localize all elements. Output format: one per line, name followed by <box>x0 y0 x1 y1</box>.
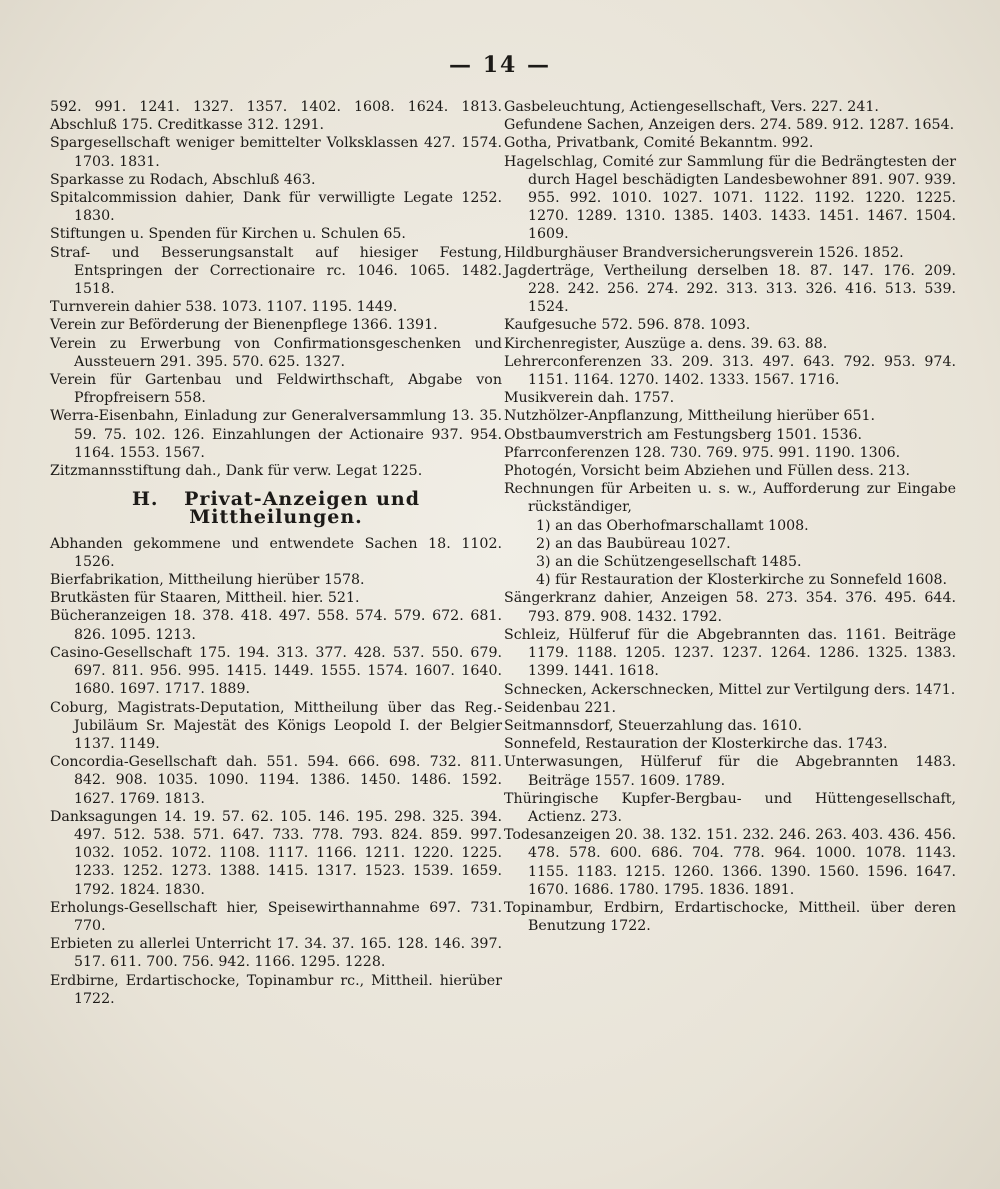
right-column <box>504 98 956 935</box>
index-entry: Bierfabrikation, Mittheilung hierüber 1578. <box>50 572 365 589</box>
index-entry: Sonnefeld, Restauration der Klosterkirche das. 1743. <box>504 736 888 753</box>
index-entry: Hagelschlag, Comité zur Sammlung für die Bedrängtesten der durch Hagel beschädigten Landesbewohner 891. 907. 939. 955. 992. 1010. 1027. 1071. 1122. 1192. 1220. 1225. 1270. 1289. 1310. 1385. 1403. 1433. 1451. 1467. 1504. 1609. <box>504 153 956 243</box>
index-entry: Coburg, Magistrats-Deputation, Mittheilung über das Reg.-Jubiläum Sr. Majestät des Königs Leopold I. der Belgier 1137. 1149. <box>50 699 502 752</box>
index-entry: Kirchenregister, Auszüge a. dens. 39. 63. 88. <box>504 335 828 352</box>
index-entry: Gasbeleuchtung, Actiengesellschaft, Vers. 227. 241. <box>504 99 879 115</box>
index-entry: Turnverein dahier 538. 1073. 1107. 1195. 1449. <box>50 299 398 316</box>
index-entry: Sängerkranz dahier, Anzeigen 58. 273. 354. 376. 495. 644. 793. 879. 908. 1432. 1792. <box>504 590 956 625</box>
index-entry: Erbieten zu allerlei Unterricht 17. 34. 37. 165. 128. 146. 397. 517. 611. 700. 756. 942. 1166. 1295. 1228. <box>50 936 502 971</box>
index-entry: Erdbirne, Erdartischocke, Topinambur rc., Mittheil. hierüber 1722. <box>50 972 502 1007</box>
index-entry: Gefundene Sachen, Anzeigen ders. 274. 589. 912. 1287. 1654. <box>504 117 955 134</box>
index-entry: Verein zu Erwerbung von Confirmationsgeschenken und Aussteuern 291. 395. 570. 625. 1327. <box>50 335 502 370</box>
left-entries-before <box>50 98 502 480</box>
index-entry: Bücheranzeigen 18. 378. 418. 497. 558. 574. 579. 672. 681. 826. 1095. 1213. <box>50 608 502 643</box>
right-entries <box>504 98 956 935</box>
index-entry: Gotha, Privatbank, Comité Bekanntm. 992. <box>504 135 814 152</box>
index-entry: Lehrerconferenzen 33. 209. 313. 497. 643. 792. 953. 974. 1151. 1164. 1270. 1402. 1333. 1567. 1716. <box>504 353 956 389</box>
index-entry: Schleiz, Hülferuf für die Abgebrannten das. 1161. Beiträge 1179. 1188. 1205. 1237. 1237. 1264. 1286. 1325. 1383. 1399. 1441. 1618. <box>504 626 956 680</box>
index-entry: Hildburghäuser Brandversicherungsverein 1526. 1852. <box>504 244 904 261</box>
left-entries-after <box>50 535 502 1008</box>
index-entry: Spitalcommission dahier, Dank für verwilligte Legate 1252. 1830. <box>50 190 502 225</box>
index-entry: Werra-Eisenbahn, Einladung zur Generalversammlung 13. 35. 59. 75. 102. 126. Einzahlungen der Actionaire 937. 954. 1164. 1553. 1567. <box>50 408 502 461</box>
index-entry: Straf- und Besserungsanstalt auf hiesiger Festung, Entspringen der Correctionaire rc. 1046. 1065. 1482. 1518. <box>50 244 502 298</box>
index-entry: 592. 991. 1241. 1327. 1357. 1402. 1608. 1624. 1813. Abschluß 175. Creditkasse 312. 1291. <box>50 99 502 134</box>
section-heading <box>50 488 502 529</box>
index-entry: Pfarrconferenzen 128. 730. 769. 975. 991. 1190. 1306. <box>504 444 901 461</box>
index-entry: Seitmannsdorf, Steuerzahlung das. 1610. <box>504 717 803 734</box>
index-entry: 4) für Restauration der Klosterkirche zu Sonnefeld 1608. <box>536 572 948 589</box>
index-entry: Brutkästen für Staaren, Mittheil. hier. 521. <box>50 590 360 607</box>
index-entry: Concordia-Gesellschaft dah. 551. 594. 666. 698. 732. 811. 842. 908. 1035. 1090. 1194. 1386. 1450. 1486. 1592. 1627. 1769. 1813. <box>50 754 502 807</box>
index-entry: Erholungs-Gesellschaft hier, Speisewirthannahme 697. 731. 770. <box>50 899 502 934</box>
index-entry: Sparkasse zu Rodach, Abschluß 463. <box>50 171 316 188</box>
index-entry: Danksagungen 14. 19. 57. 62. 105. 146. 195. 298. 325. 394. 497. 512. 538. 571. 647. 733. 778. 793. 824. 859. 997. 1032. 1052. 1072. 1108. 1117. 1166. 1211. 1220. 1225. 1233. 1252. 1273. 1388. 1415. 1317. 1523. 1539. 1659. 1792. 1824. 1830. <box>50 808 502 898</box>
index-entry: Kaufgesuche 572. 596. 878. 1093. <box>504 317 751 334</box>
index-entry: Nutzhölzer-Anpflanzung, Mittheilung hierüber 651. <box>504 408 876 425</box>
index-entry: Verein zur Beförderung der Bienenpflege 1366. 1391. <box>50 317 438 334</box>
index-entry: Unterwasungen, Hülferuf für die Abgebrannten 1483. Beiträge 1557. 1609. 1789. <box>504 754 956 789</box>
page-number-header: — 14 — <box>449 52 551 78</box>
left-column <box>50 98 502 1008</box>
index-entry: Abhanden gekommene und entwendete Sachen 18. 1102. 1526. <box>50 535 502 570</box>
index-entry: Stiftungen u. Spenden für Kirchen u. Schulen 65. <box>50 226 406 243</box>
index-entry: 1) an das Oberhofmarschallamt 1008. <box>536 517 809 534</box>
index-entry: Spargesellschaft weniger bemittelter Volksklassen 427. 1574. 1703. 1831. <box>50 135 502 170</box>
section-letter: H. <box>131 488 159 511</box>
index-entry: Photogén, Vorsicht beim Abziehen und Füllen dess. 213. <box>504 463 910 480</box>
index-entry: Jagderträge, Vertheilung derselben 18. 87. 147. 176. 209. 228. 242. 256. 274. 292. 313. 313. 326. 416. 513. 539. 1524. <box>504 262 956 316</box>
index-entry: Casino-Gesellschaft 175. 194. 313. 377. 428. 537. 550. 679. 697. 811. 956. 995. 1415. 1449. 1555. 1574. 1607. 1640. 1680. 1697. 1717. 1889. <box>50 644 502 698</box>
index-entry: Rechnungen für Arbeiten u. s. w., Aufforderung zur Eingabe rückständiger, <box>504 481 956 516</box>
section-title: Privat-Anzeigen und Mittheilungen. <box>184 488 421 529</box>
index-entry: Obstbaumverstrich am Festungsberg 1501. 1536. <box>504 426 863 443</box>
index-entry: Seidenbau 221. <box>504 699 617 716</box>
index-entry: Schnecken, Ackerschnecken, Mittel zur Vertilgung ders. 1471. <box>504 681 956 698</box>
index-entry: Verein für Gartenbau und Feldwirthschaft, Abgabe von Pfropfreisern 558. <box>50 372 502 407</box>
index-entry: Todesanzeigen 20. 38. 132. 151. 232. 246. 263. 403. 436. 456. 478. 578. 600. 686. 704. 778. 964. 1000. 1078. 1143. 1155. 1183. 1215. 1260. 1366. 1390. 1560. 1596. 1647. 1670. 1686. 1780. 1795. 1836. 1891. <box>504 827 956 898</box>
index-entry: Topinambur, Erdbirn, Erdartischocke, Mittheil. über deren Benutzung 1722. <box>504 899 956 935</box>
index-entry: 3) an die Schützengesellschaft 1485. <box>536 554 802 571</box>
index-entry: Thüringische Kupfer-Bergbau- und Hüttengesellschaft, Actienz. 273. <box>504 790 956 825</box>
index-entry: 2) an das Baubüreau 1027. <box>536 535 731 552</box>
index-entry: Musikverein dah. 1757. <box>504 390 675 407</box>
index-entry: Zitzmannsstiftung dah., Dank für verw. Legat 1225. <box>50 463 423 480</box>
